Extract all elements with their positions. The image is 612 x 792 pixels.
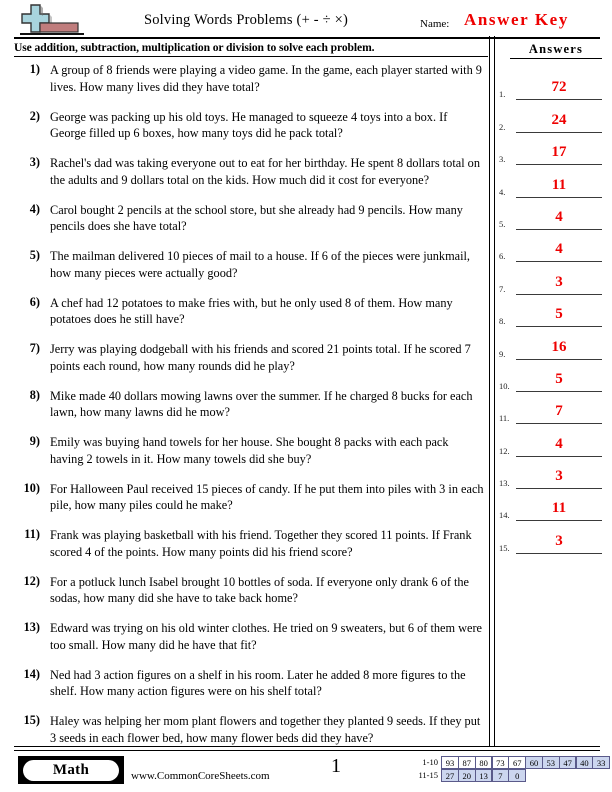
answer-blank[interactable]	[516, 337, 602, 360]
column-divider-right	[494, 36, 495, 746]
answer-value: 3	[555, 468, 563, 485]
score-cell: 80	[475, 756, 493, 769]
answer-value: 4	[555, 435, 563, 452]
score-cell: 93	[441, 756, 459, 769]
answer-blank[interactable]	[516, 175, 602, 198]
score-cell: 73	[492, 756, 510, 769]
problem-number: 6)	[29, 294, 40, 309]
problem-item	[14, 388, 484, 421]
score-cell: 40	[576, 756, 594, 769]
problem-list	[14, 62, 484, 760]
subject-label: Math	[52, 761, 90, 778]
problem-text: For a potluck lunch Isabel brought 10 bottles of soda. If everyone only drank 6 of the sodas, how many did she have to take back home?	[50, 574, 470, 605]
score-cell: 60	[525, 756, 543, 769]
answer-index: 15.	[499, 542, 510, 553]
answer-blank[interactable]	[516, 434, 602, 457]
problem-text: Mike made 40 dollars mowing lawns over the summer. If he charged 8 bucks for each lawn, how many lawns did he mow?	[50, 388, 473, 419]
problem-number: 3)	[29, 155, 40, 169]
score-row	[404, 756, 610, 769]
answer-blank[interactable]	[516, 531, 602, 554]
score-cell: 87	[458, 756, 476, 769]
problem-number: 8)	[29, 387, 40, 402]
problem-text: A chef had 12 potatoes to make fries with, but he only used 8 of them. How many potatoes does he still have?	[50, 295, 453, 326]
score-cell: 33	[592, 756, 610, 769]
footer-rule-top	[14, 746, 600, 747]
answer-index: 7.	[499, 283, 506, 294]
problem-text: Edward was trying on his old winter clothes. He tried on 9 sweaters, but 6 of them were too small. How many did he have that fit?	[50, 621, 482, 652]
answer-blank[interactable]	[516, 142, 602, 165]
score-cell: 53	[542, 756, 560, 769]
answer-index: 8.	[499, 316, 506, 327]
answer-index: 2.	[499, 121, 506, 132]
answer-value: 4	[555, 241, 563, 258]
name-label: Name:	[420, 18, 450, 30]
answer-value: 11	[551, 500, 567, 517]
problem-item	[14, 713, 484, 746]
answer-value: 7	[555, 403, 563, 420]
problem-item	[14, 620, 484, 653]
answer-value: 11	[551, 176, 567, 193]
score-cell: 27	[441, 769, 459, 782]
answers-heading: Answers	[510, 42, 602, 59]
answer-row	[498, 262, 608, 294]
problem-item	[14, 202, 484, 235]
answer-index: 6.	[499, 251, 506, 262]
answer-list	[498, 68, 608, 554]
answer-row	[498, 230, 608, 262]
answer-index: 9.	[499, 348, 506, 359]
problem-item	[14, 434, 484, 467]
problem-number: 7)	[29, 341, 40, 355]
problem-number: 5)	[29, 248, 40, 262]
answer-blank[interactable]	[516, 466, 602, 489]
score-cell: 20	[458, 769, 476, 782]
answer-row	[498, 521, 608, 553]
answer-value: 5	[555, 370, 563, 387]
problem-text: Jerry was playing dodgeball with his friends and scored 21 points total. If he scored 7 points each round, how many rounds did he play?	[50, 342, 471, 373]
page-header	[0, 0, 612, 40]
answer-value: 3	[555, 532, 563, 549]
answer-blank[interactable]	[516, 498, 602, 521]
site-url: www.CommonCoreSheets.com	[131, 770, 270, 782]
problem-text: Carol bought 2 pencils at the school store, but she already had 9 pencils. How many pencils does she have total?	[50, 202, 463, 233]
answer-value: 72	[551, 79, 567, 96]
page-number: 1	[331, 755, 341, 777]
instructions-rule	[14, 56, 488, 57]
answer-index: 13.	[499, 478, 510, 489]
answer-value: 24	[551, 111, 567, 128]
problem-item	[14, 667, 484, 700]
answer-value: 4	[555, 208, 563, 225]
plus-minus-icon	[18, 2, 88, 36]
answer-row	[498, 100, 608, 132]
answer-blank[interactable]	[516, 401, 602, 424]
answer-row	[498, 198, 608, 230]
problem-text: George was packing up his old toys. He managed to squeeze 4 toys into a box. If George filled up 6 boxes, how many toys did he pack total?	[50, 109, 448, 140]
score-row	[404, 769, 610, 782]
answer-index: 11.	[499, 413, 510, 424]
score-cell: 13	[475, 769, 493, 782]
answer-row	[498, 457, 608, 489]
answer-row	[498, 392, 608, 424]
score-cell: 7	[492, 769, 510, 782]
problem-text: Emily was buying hand towels for her house. She bought 8 packs with each pack having 2 towels in it. How many towels did she buy?	[50, 435, 449, 466]
page-title: Solving Words Problems (+ - ÷ ×)	[143, 12, 349, 28]
problem-item	[14, 481, 484, 514]
answer-index: 4.	[499, 186, 506, 197]
subject-pill	[23, 760, 119, 781]
answer-index: 3.	[499, 154, 506, 165]
problem-text: The mailman delivered 10 pieces of mail to a house. If 6 of the pieces were junkmail, how many pieces were actually good?	[50, 249, 470, 280]
problem-item	[14, 341, 484, 374]
problem-number: 15)	[23, 713, 40, 727]
answer-value: 16	[551, 338, 567, 355]
problem-text: For Halloween Paul received 15 pieces of candy. If he put them into piles with 3 in each pile, how many piles could he make?	[50, 481, 484, 512]
column-divider-left	[489, 36, 490, 746]
score-row-label: 1-10	[422, 757, 438, 767]
problem-number: 2)	[29, 108, 40, 123]
score-row-label: 11-15	[418, 770, 438, 780]
answer-row	[498, 68, 608, 100]
problem-number: 9)	[29, 434, 40, 448]
answer-index: 1.	[499, 89, 506, 100]
subject-badge	[18, 756, 124, 784]
answer-blank[interactable]	[516, 272, 602, 295]
problem-item	[14, 574, 484, 607]
answer-row	[498, 133, 608, 165]
problem-number: 11)	[24, 527, 40, 541]
score-cell: 47	[559, 756, 577, 769]
answer-blank[interactable]	[516, 239, 602, 262]
problem-text: A group of 8 friends were playing a video game. In the game, each player started with 9 lives. How many lives did they have total?	[50, 63, 482, 94]
instructions-text: Use addition, subtraction, multiplication or division to solve each problem.	[14, 41, 375, 54]
answer-value: 17	[551, 144, 567, 161]
score-table	[404, 756, 610, 782]
score-cell: 67	[508, 756, 526, 769]
answer-blank[interactable]	[516, 110, 602, 133]
problem-text: Haley was helping her mom plant flowers and together they planted 9 seeds. If they put 3 seeds in each flower bed, how many flower beds did they have?	[50, 714, 481, 745]
name-value: Answer Key	[464, 10, 569, 29]
problem-text: Frank was playing basketball with his friend. Together they scored 11 points. If Frank scored 4 of the points. How many points did his friend score?	[50, 528, 472, 559]
problem-number: 10)	[23, 480, 40, 495]
problem-item	[14, 155, 484, 188]
answer-row	[498, 295, 608, 327]
answer-value: 5	[555, 306, 563, 323]
answer-index: 12.	[499, 445, 510, 456]
answer-row	[498, 360, 608, 392]
problem-item	[14, 62, 484, 95]
answer-row	[498, 165, 608, 197]
problem-number: 4)	[29, 201, 40, 216]
problem-number: 14)	[23, 666, 40, 681]
answer-row	[498, 327, 608, 359]
answer-blank[interactable]	[516, 304, 602, 327]
answer-row	[498, 489, 608, 521]
answer-index: 14.	[499, 510, 510, 521]
answer-blank[interactable]	[516, 369, 602, 392]
problem-number: 1)	[29, 62, 40, 76]
footer-rule-bottom	[14, 750, 600, 751]
problem-number: 13)	[23, 620, 40, 634]
problem-text: Ned had 3 action figures on a shelf in his room. Later he added 8 more figures to the shelf. How many action figures were on his shelf total?	[50, 667, 466, 698]
problem-number: 12)	[23, 573, 40, 588]
answer-value: 3	[555, 273, 563, 290]
problem-item	[14, 527, 484, 560]
answer-index: 5.	[499, 218, 506, 229]
answer-row	[498, 424, 608, 456]
problem-item	[14, 248, 484, 281]
answer-blank[interactable]	[516, 77, 602, 100]
problem-item	[14, 109, 484, 142]
problem-text: Rachel's dad was taking everyone out to eat for her birthday. He spent 8 dollars total on the adults and 9 dollars total on the kids. How much did it cost for everyone?	[50, 156, 480, 187]
header-rule	[14, 37, 600, 39]
answer-blank[interactable]	[516, 207, 602, 230]
problem-item	[14, 295, 484, 328]
score-cell: 0	[508, 769, 526, 782]
answer-index: 10.	[499, 380, 510, 391]
